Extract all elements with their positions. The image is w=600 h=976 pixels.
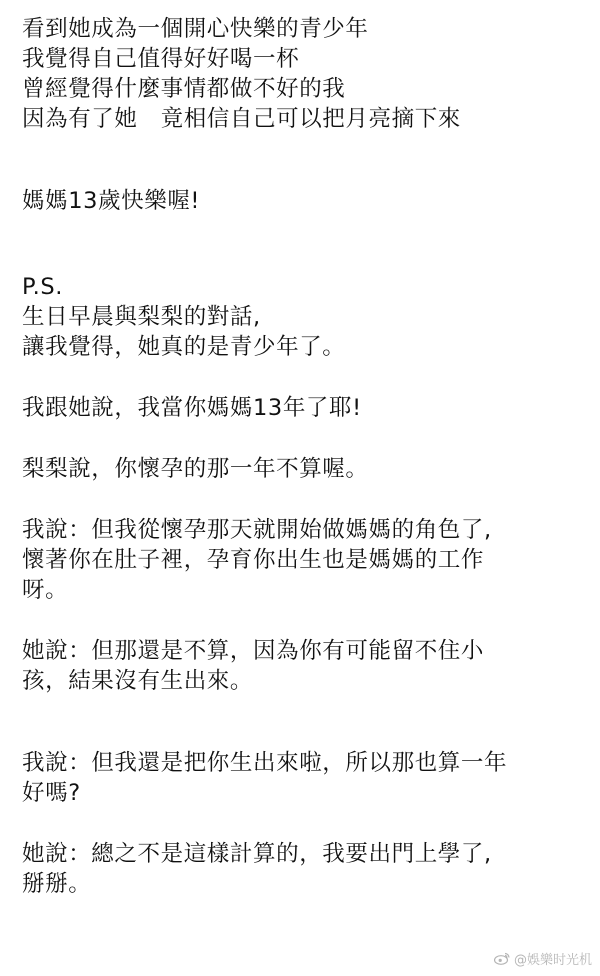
watermark bbox=[494, 949, 592, 968]
text-line: 生日早晨與梨梨的對話, bbox=[22, 304, 261, 330]
text-line: 因為有了她 竟相信自己可以把月亮摘下來 bbox=[22, 106, 461, 132]
text-line: 呀。 bbox=[22, 577, 69, 603]
ps-label: P.S. bbox=[22, 274, 64, 300]
dialogue-paragraph bbox=[22, 839, 587, 899]
text-line: 曾經覺得什麼事情都做不好的我 bbox=[22, 76, 346, 102]
text-line: 好嗎? bbox=[22, 780, 81, 806]
text-line: 我覺得自己值得好好喝一杯 bbox=[22, 46, 300, 72]
text-line: 梨梨說，你懷孕的那一年不算喔。 bbox=[22, 456, 369, 482]
dialogue-paragraph bbox=[22, 748, 587, 808]
text-line: 她說：總之不是這樣計算的，我要出門上學了, bbox=[22, 841, 492, 867]
dialogue-paragraph bbox=[22, 393, 587, 423]
text-line: 我跟她說，我當你媽媽13年了耶! bbox=[22, 395, 362, 421]
text-line: 我說：但我還是把你生出來啦，所以那也算一年 bbox=[22, 750, 508, 776]
weibo-icon bbox=[494, 952, 510, 965]
ps-paragraph bbox=[22, 272, 587, 362]
text-line: 她說：但那還是不算，因為你有可能留不住小 bbox=[22, 638, 485, 664]
dialogue-paragraph bbox=[22, 515, 587, 605]
watermark-text: @娛樂时光机 bbox=[513, 953, 592, 968]
text-line: 看到她成為一個開心快樂的青少年 bbox=[22, 16, 369, 42]
text-line: 讓我覺得，她真的是青少年了。 bbox=[22, 334, 346, 360]
text-line: 懷著你在肚子裡，孕育你出生也是媽媽的工作 bbox=[22, 547, 485, 573]
post-text bbox=[22, 14, 587, 899]
dialogue-paragraph bbox=[22, 636, 587, 696]
text-line: 媽媽13歲快樂喔! bbox=[22, 188, 201, 214]
text-line: 我說：但我從懷孕那天就開始做媽媽的角色了, bbox=[22, 517, 492, 543]
text-line: 掰掰。 bbox=[22, 871, 92, 897]
intro-paragraph bbox=[22, 14, 587, 134]
dialogue-paragraph bbox=[22, 454, 587, 484]
text-line: 孩，結果沒有生出來。 bbox=[22, 668, 254, 694]
birthday-paragraph bbox=[22, 186, 587, 216]
